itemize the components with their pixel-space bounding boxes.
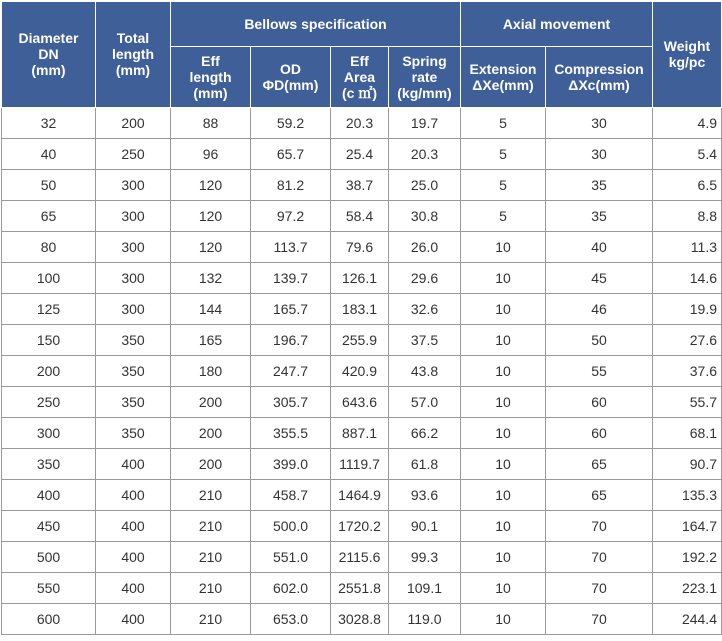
cell-total-length: 350 xyxy=(96,387,171,418)
cell-compression: 60 xyxy=(546,418,653,449)
cell-extension: 5 xyxy=(461,201,546,232)
table-row xyxy=(2,201,722,232)
cell-eff-area: 38.7 xyxy=(331,170,389,201)
cell-total-length: 400 xyxy=(96,449,171,480)
header-spring-rate: Spring rate (kg/mm) xyxy=(389,47,461,108)
cell-weight: 11.3 xyxy=(653,232,722,263)
cell-total-length: 400 xyxy=(96,542,171,573)
cell-od: 65.7 xyxy=(251,139,331,170)
header-compression: Compression ΔXc(mm) xyxy=(546,47,653,108)
cell-od: 458.7 xyxy=(251,480,331,511)
table-row xyxy=(2,139,722,170)
cell-eff-length: 200 xyxy=(171,449,251,480)
cell-extension: 10 xyxy=(461,480,546,511)
cell-weight: 90.7 xyxy=(653,449,722,480)
cell-extension: 10 xyxy=(461,418,546,449)
cell-diameter: 65 xyxy=(2,201,96,232)
cell-weight: 135.3 xyxy=(653,480,722,511)
cell-eff-length: 180 xyxy=(171,356,251,387)
cell-total-length: 400 xyxy=(96,604,171,635)
cell-weight: 14.6 xyxy=(653,263,722,294)
cell-eff-area: 420.9 xyxy=(331,356,389,387)
cell-weight: 37.6 xyxy=(653,356,722,387)
header-total-length: Total length (mm) xyxy=(96,2,171,108)
cell-total-length: 300 xyxy=(96,201,171,232)
cell-eff-area: 126.1 xyxy=(331,263,389,294)
cell-diameter: 300 xyxy=(2,418,96,449)
cell-spring-rate: 93.6 xyxy=(389,480,461,511)
cell-compression: 55 xyxy=(546,356,653,387)
header-weight: Weight kg/pc xyxy=(653,2,722,108)
table-row xyxy=(2,263,722,294)
table-row xyxy=(2,542,722,573)
cell-spring-rate: 43.8 xyxy=(389,356,461,387)
cell-spring-rate: 32.6 xyxy=(389,294,461,325)
cell-extension: 10 xyxy=(461,604,546,635)
cell-od: 305.7 xyxy=(251,387,331,418)
cell-od: 196.7 xyxy=(251,325,331,356)
cell-diameter: 50 xyxy=(2,170,96,201)
cell-eff-length: 210 xyxy=(171,480,251,511)
cell-diameter: 450 xyxy=(2,511,96,542)
table-row xyxy=(2,108,722,139)
cell-eff-area: 20.3 xyxy=(331,108,389,139)
cell-weight: 5.4 xyxy=(653,139,722,170)
cell-total-length: 200 xyxy=(96,108,171,139)
header-bellows-specification: Bellows specification xyxy=(171,2,461,47)
cell-od: 247.7 xyxy=(251,356,331,387)
cell-extension: 10 xyxy=(461,325,546,356)
table-row xyxy=(2,480,722,511)
cell-eff-area: 255.9 xyxy=(331,325,389,356)
cell-eff-length: 210 xyxy=(171,604,251,635)
cell-diameter: 350 xyxy=(2,449,96,480)
cell-compression: 70 xyxy=(546,511,653,542)
cell-spring-rate: 57.0 xyxy=(389,387,461,418)
cell-eff-length: 88 xyxy=(171,108,251,139)
cell-diameter: 80 xyxy=(2,232,96,263)
header-diameter: Diameter DN (mm) xyxy=(2,2,96,108)
cell-spring-rate: 26.0 xyxy=(389,232,461,263)
cell-eff-area: 643.6 xyxy=(331,387,389,418)
cell-od: 602.0 xyxy=(251,573,331,604)
cell-weight: 55.7 xyxy=(653,387,722,418)
header-eff-area: Eff Area (c ㎡) xyxy=(331,47,389,108)
cell-od: 81.2 xyxy=(251,170,331,201)
cell-eff-area: 183.1 xyxy=(331,294,389,325)
cell-spring-rate: 109.1 xyxy=(389,573,461,604)
cell-spring-rate: 29.6 xyxy=(389,263,461,294)
cell-diameter: 125 xyxy=(2,294,96,325)
cell-extension: 10 xyxy=(461,232,546,263)
cell-spring-rate: 37.5 xyxy=(389,325,461,356)
cell-od: 551.0 xyxy=(251,542,331,573)
cell-spring-rate: 20.3 xyxy=(389,139,461,170)
cell-od: 500.0 xyxy=(251,511,331,542)
cell-spring-rate: 19.7 xyxy=(389,108,461,139)
cell-eff-area: 58.4 xyxy=(331,201,389,232)
cell-diameter: 600 xyxy=(2,604,96,635)
cell-eff-length: 120 xyxy=(171,232,251,263)
cell-spring-rate: 119.0 xyxy=(389,604,461,635)
cell-total-length: 300 xyxy=(96,232,171,263)
cell-eff-length: 210 xyxy=(171,542,251,573)
cell-extension: 5 xyxy=(461,108,546,139)
cell-compression: 70 xyxy=(546,573,653,604)
cell-total-length: 250 xyxy=(96,139,171,170)
cell-spring-rate: 30.8 xyxy=(389,201,461,232)
table-row xyxy=(2,511,722,542)
cell-compression: 70 xyxy=(546,542,653,573)
cell-weight: 223.1 xyxy=(653,573,722,604)
cell-diameter: 100 xyxy=(2,263,96,294)
table-row xyxy=(2,418,722,449)
cell-compression: 35 xyxy=(546,201,653,232)
cell-weight: 4.9 xyxy=(653,108,722,139)
cell-od: 139.7 xyxy=(251,263,331,294)
header-eff-length: Eff length (mm) xyxy=(171,47,251,108)
cell-compression: 60 xyxy=(546,387,653,418)
cell-eff-length: 165 xyxy=(171,325,251,356)
cell-spring-rate: 99.3 xyxy=(389,542,461,573)
cell-extension: 5 xyxy=(461,170,546,201)
cell-total-length: 350 xyxy=(96,356,171,387)
cell-total-length: 400 xyxy=(96,511,171,542)
cell-eff-area: 1119.7 xyxy=(331,449,389,480)
cell-eff-length: 120 xyxy=(171,170,251,201)
cell-compression: 65 xyxy=(546,480,653,511)
cell-diameter: 500 xyxy=(2,542,96,573)
table-row xyxy=(2,294,722,325)
header-extension: Extension ΔXe(mm) xyxy=(461,47,546,108)
header-axial-movement: Axial movement xyxy=(461,2,653,47)
table-row xyxy=(2,325,722,356)
cell-eff-length: 120 xyxy=(171,201,251,232)
cell-od: 355.5 xyxy=(251,418,331,449)
cell-total-length: 400 xyxy=(96,573,171,604)
cell-spring-rate: 61.8 xyxy=(389,449,461,480)
cell-eff-area: 79.6 xyxy=(331,232,389,263)
cell-extension: 10 xyxy=(461,511,546,542)
cell-weight: 244.4 xyxy=(653,604,722,635)
table-header xyxy=(2,2,722,108)
cell-spring-rate: 66.2 xyxy=(389,418,461,449)
cell-weight: 8.8 xyxy=(653,201,722,232)
cell-eff-length: 210 xyxy=(171,573,251,604)
table-row xyxy=(2,170,722,201)
table-row xyxy=(2,604,722,635)
cell-eff-area: 2115.6 xyxy=(331,542,389,573)
bellows-spec-table xyxy=(1,1,722,635)
cell-compression: 50 xyxy=(546,325,653,356)
header-od: OD ΦD(mm) xyxy=(251,47,331,108)
cell-diameter: 32 xyxy=(2,108,96,139)
cell-weight: 19.9 xyxy=(653,294,722,325)
cell-compression: 46 xyxy=(546,294,653,325)
cell-compression: 30 xyxy=(546,108,653,139)
cell-extension: 10 xyxy=(461,387,546,418)
cell-od: 97.2 xyxy=(251,201,331,232)
cell-eff-length: 200 xyxy=(171,418,251,449)
table-row xyxy=(2,356,722,387)
cell-diameter: 250 xyxy=(2,387,96,418)
table-body xyxy=(2,108,722,635)
cell-od: 165.7 xyxy=(251,294,331,325)
cell-spring-rate: 90.1 xyxy=(389,511,461,542)
cell-total-length: 300 xyxy=(96,294,171,325)
cell-weight: 27.6 xyxy=(653,325,722,356)
cell-compression: 30 xyxy=(546,139,653,170)
cell-weight: 68.1 xyxy=(653,418,722,449)
table-row xyxy=(2,387,722,418)
cell-compression: 40 xyxy=(546,232,653,263)
cell-od: 113.7 xyxy=(251,232,331,263)
table-row xyxy=(2,232,722,263)
cell-extension: 10 xyxy=(461,263,546,294)
cell-total-length: 400 xyxy=(96,480,171,511)
cell-weight: 6.5 xyxy=(653,170,722,201)
cell-eff-area: 25.4 xyxy=(331,139,389,170)
cell-od: 399.0 xyxy=(251,449,331,480)
cell-eff-area: 2551.8 xyxy=(331,573,389,604)
cell-od: 59.2 xyxy=(251,108,331,139)
table-row xyxy=(2,573,722,604)
cell-eff-length: 144 xyxy=(171,294,251,325)
cell-extension: 10 xyxy=(461,573,546,604)
cell-extension: 10 xyxy=(461,356,546,387)
cell-diameter: 40 xyxy=(2,139,96,170)
cell-diameter: 550 xyxy=(2,573,96,604)
cell-diameter: 400 xyxy=(2,480,96,511)
cell-compression: 65 xyxy=(546,449,653,480)
cell-compression: 45 xyxy=(546,263,653,294)
cell-extension: 5 xyxy=(461,139,546,170)
cell-diameter: 150 xyxy=(2,325,96,356)
cell-compression: 70 xyxy=(546,604,653,635)
cell-od: 653.0 xyxy=(251,604,331,635)
cell-total-length: 300 xyxy=(96,263,171,294)
cell-extension: 10 xyxy=(461,294,546,325)
cell-eff-length: 200 xyxy=(171,387,251,418)
cell-compression: 35 xyxy=(546,170,653,201)
cell-spring-rate: 25.0 xyxy=(389,170,461,201)
cell-total-length: 350 xyxy=(96,418,171,449)
cell-eff-length: 96 xyxy=(171,139,251,170)
cell-weight: 164.7 xyxy=(653,511,722,542)
cell-eff-length: 210 xyxy=(171,511,251,542)
cell-eff-length: 132 xyxy=(171,263,251,294)
cell-extension: 10 xyxy=(461,449,546,480)
cell-extension: 10 xyxy=(461,542,546,573)
cell-total-length: 350 xyxy=(96,325,171,356)
cell-total-length: 300 xyxy=(96,170,171,201)
cell-weight: 192.2 xyxy=(653,542,722,573)
table-row xyxy=(2,449,722,480)
cell-eff-area: 1720.2 xyxy=(331,511,389,542)
cell-eff-area: 3028.8 xyxy=(331,604,389,635)
cell-eff-area: 887.1 xyxy=(331,418,389,449)
cell-diameter: 200 xyxy=(2,356,96,387)
cell-eff-area: 1464.9 xyxy=(331,480,389,511)
